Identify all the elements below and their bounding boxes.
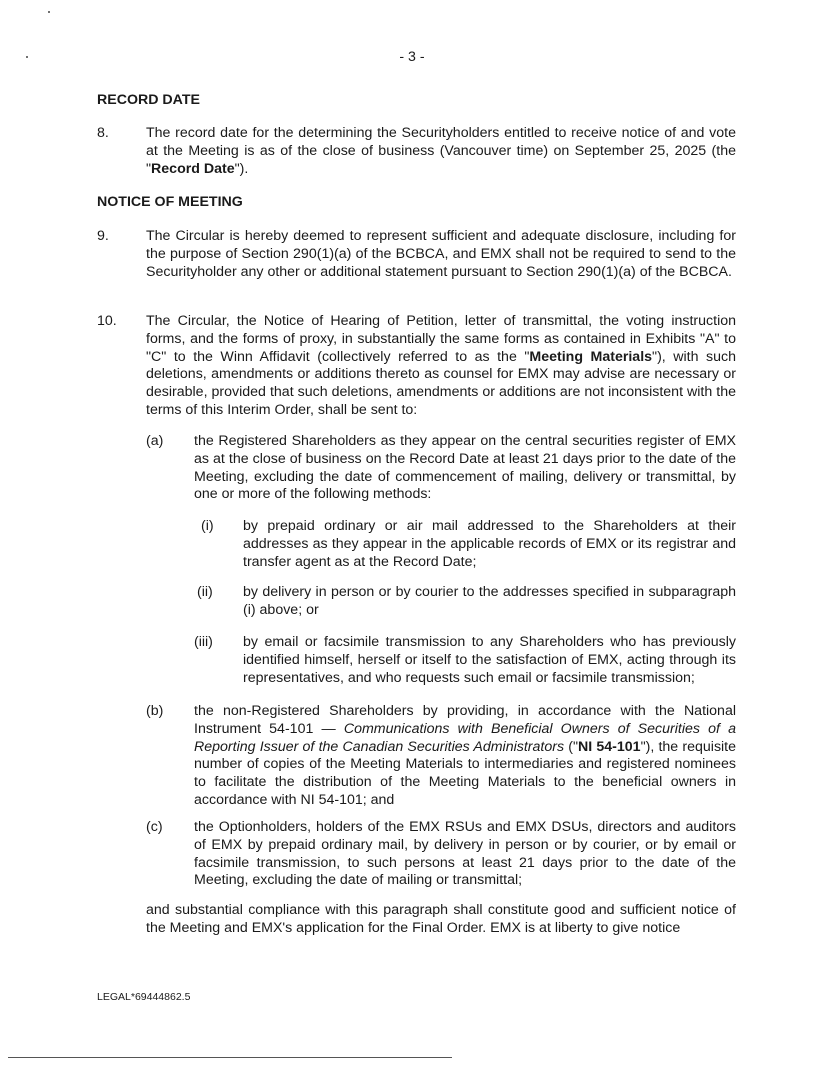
paragraph-number-8: 8.	[97, 125, 109, 141]
document-footer-id: LEGAL*69444862.5	[97, 991, 191, 1003]
clause-label-iii: (iii)	[194, 634, 213, 650]
clause-i: by prepaid ordinary or air mail addressed to the Shareholders at their addresses as they appear in the applicable records of EMX or its registrar and transfer agent as at the Record Date;	[243, 518, 736, 570]
paragraph-number-10: 10.	[97, 313, 117, 329]
section-heading-record-date: RECORD DATE	[97, 92, 200, 108]
paragraph-10: The Circular, the Notice of Hearing of Petition, letter of transmittal, the voting instruction forms, and the forms of proxy, in substantially the same forms as contained in Exhibits "A" to "C" to the Winn Affidavit (collectively referred to as the "Meeting Materials"), with such deletions, amendments or additions thereto as counsel for EMX may advise are necessary or desirable, provided that such deletions, amendments or additions are not inconsistent with the terms of this Interim Order, shall be sent to:	[146, 313, 736, 418]
subparagraph-label-b: (b)	[146, 703, 164, 719]
section-heading-notice-of-meeting: NOTICE OF MEETING	[97, 194, 243, 210]
paragraph-number-9: 9.	[97, 228, 109, 244]
paragraph-9: The Circular is hereby deemed to represent sufficient and adequate disclosure, including for the purpose of Section 290(1)(a) of the BCBCA, and EMX shall not be required to send to the Securityholder any other or additional statement pursuant to Section 290(1)(a) of the BCBCA.	[146, 228, 736, 280]
clause-ii: by delivery in person or by courier to the addresses specified in subparagraph (i) above; or	[243, 584, 736, 618]
page-number: - 3 -	[399, 49, 425, 65]
subparagraph-b: the non-Registered Shareholders by providing, in accordance with the National Instrument 54-101 — Communications with Beneficial Owners of Securities of a Reporting Issuer of the Canadian Securities Administrators ("NI 54-101"), the requisite number of copies of the Meeting Materials to intermediaries and registered nominees to facilitate the distribution of the Meeting Materials to the beneficial owners in accordance with NI 54-101; and	[194, 703, 737, 808]
clause-label-i: (i)	[201, 518, 214, 534]
subparagraph-a: the Registered Shareholders as they appear on the central securities register of EMX as at the close of business on the Record Date at least 21 days prior to the date of the Meeting, excluding the date of commencement of mailing, delivery or transmittal, by one or more of the following methods:	[194, 433, 736, 503]
bottom-rule	[8, 1057, 452, 1058]
subparagraph-label-c: (c)	[146, 819, 163, 835]
paragraph-8: The record date for the determining the Securityholders entitled to receive notice of and vote at the Meeting is as of the close of business (Vancouver time) on September 25, 2025 (the "Record Date").	[146, 125, 736, 177]
instrument-title: Communications with Beneficial Owners of Securities of a Reporting Issuer of the Canadian Securities Administrators	[194, 720, 736, 755]
subparagraph-label-a: (a)	[146, 433, 164, 449]
clause-label-ii: (ii)	[197, 584, 213, 600]
clause-iii: by email or facsimile transmission to any Shareholders who has previously identified himself, herself or itself to the satisfaction of EMX, acting through its representatives, and who requests such email or facsimile transmission;	[243, 634, 736, 686]
defined-term-record-date: Record Date	[151, 160, 235, 177]
defined-term-meeting-materials: Meeting Materials	[529, 348, 653, 365]
closing-paragraph: and substantial compliance with this paragraph shall constitute good and sufficient notice of the Meeting and EMX's application for the Final Order. EMX is at liberty to give notice	[146, 902, 736, 936]
defined-term-ni-54-101: NI 54-101	[578, 738, 641, 755]
subparagraph-c: the Optionholders, holders of the EMX RSUs and EMX DSUs, directors and auditors of EMX by prepaid ordinary mail, by delivery in person or by courier, or by email or facsimile transmission, to such persons at least 21 days prior to the date of the Meeting, excluding the date of mailing or transmittal;	[194, 819, 736, 889]
scan-mark	[48, 11, 50, 13]
